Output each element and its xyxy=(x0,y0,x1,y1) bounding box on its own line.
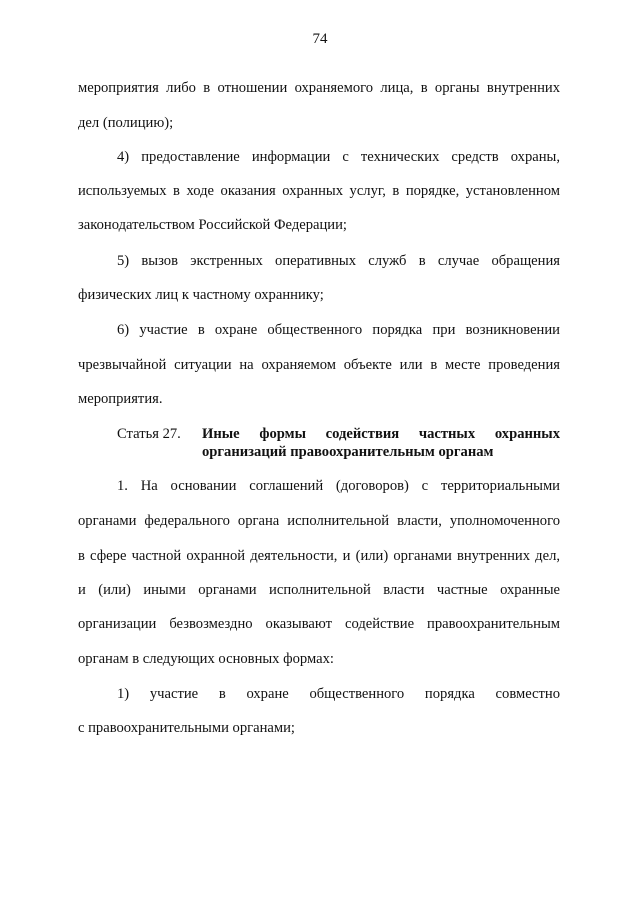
paragraph-line: мероприятия. xyxy=(78,391,163,407)
paragraph-line: дел (полицию); xyxy=(78,115,174,131)
paragraph-line: законодательством Российской Федерации; xyxy=(78,217,347,233)
paragraph-line: органам в следующих основных формах: xyxy=(78,651,334,667)
paragraph-line: и (или) иными органами исполнительной власти частные охранные xyxy=(78,582,560,598)
paragraph-line: с правоохранительными органами; xyxy=(78,720,295,736)
list-item-line: 5) вызов экстренных оперативных служб в случае обращения xyxy=(117,253,560,269)
paragraph-line: используемых в ходе оказания охранных услуг, в порядке, установленном xyxy=(78,183,560,199)
article-title-line: организаций правоохранительным органам xyxy=(202,444,494,460)
paragraph-line: мероприятия либо в отношении охраняемого лица, в органы внутренних xyxy=(78,80,560,96)
article-heading xyxy=(117,425,560,461)
list-item-line: 6) участие в охране общественного порядка при возникновении xyxy=(117,322,560,338)
paragraph-line: органами федерального органа исполнительной власти, уполномоченного xyxy=(78,513,560,529)
paragraph-line: организации безвозмездно оказывают содействие правоохранительным xyxy=(78,616,560,632)
list-item-line: 1. На основании соглашений (договоров) с территориальными xyxy=(117,478,560,494)
list-item-line: 4) предоставление информации с технических средств охраны, xyxy=(117,149,560,165)
paragraph-line: чрезвычайной ситуации на охраняемом объекте или в месте проведения xyxy=(78,357,560,373)
article-title-line: Иные формы содействия частных охранных xyxy=(202,426,560,442)
article-number: Статья 27. xyxy=(117,426,181,442)
paragraph-line: физических лиц к частному охраннику; xyxy=(78,287,324,303)
paragraph-line: в сфере частной охранной деятельности, и (или) органами внутренних дел, xyxy=(78,548,560,564)
page-number: 74 xyxy=(312,31,328,47)
list-item-line: 1) участие в охране общественного порядка совместно xyxy=(117,686,560,702)
